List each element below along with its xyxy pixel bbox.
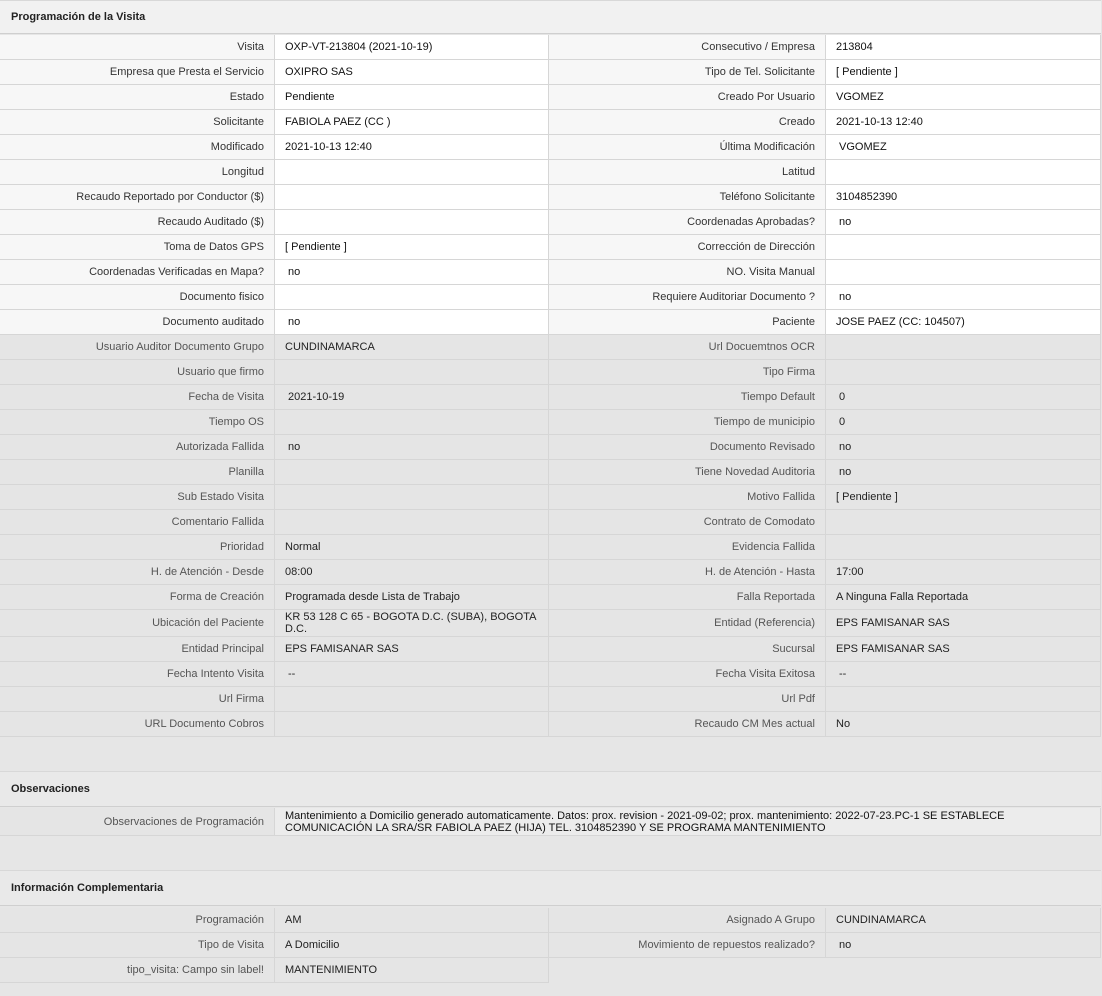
- field-label: Contrato de Comodato: [549, 510, 826, 535]
- field-label: Creado Por Usuario: [549, 85, 826, 110]
- field-value: [826, 360, 1101, 385]
- field-value: [275, 687, 549, 712]
- field-value: no: [826, 435, 1101, 460]
- field-label: Latitud: [549, 160, 826, 185]
- section-title: Programación de la Visita: [11, 11, 146, 23]
- field-label: Usuario Auditor Documento Grupo: [0, 335, 275, 360]
- field-value: 0: [826, 385, 1101, 410]
- table-row: [0, 933, 1101, 958]
- field-label: Corrección de Dirección: [549, 235, 826, 260]
- field-value: [ Pendiente ]: [826, 485, 1101, 510]
- field-label: Entidad (Referencia): [549, 610, 826, 637]
- field-label: Sucursal: [549, 637, 826, 662]
- field-value: 2021-10-19: [275, 385, 549, 410]
- field-label: tipo_visita: Campo sin label!: [0, 958, 275, 983]
- field-label: Url Pdf: [549, 687, 826, 712]
- field-value: VGOMEZ: [826, 135, 1101, 160]
- field-label: Comentario Fallida: [0, 510, 275, 535]
- field-label: Movimiento de repuestos realizado?: [549, 933, 826, 958]
- section-title: Observaciones: [11, 783, 90, 795]
- field-value: [275, 210, 549, 235]
- field-label: Consecutivo / Empresa: [549, 35, 826, 60]
- field-label: H. de Atención - Desde: [0, 560, 275, 585]
- table-row: [0, 385, 1101, 410]
- field-label: Recaudo CM Mes actual: [549, 712, 826, 737]
- table-row: [0, 85, 1101, 110]
- section-title: Información Complementaria: [11, 882, 164, 894]
- field-value: no: [826, 285, 1101, 310]
- field-value: no: [826, 210, 1101, 235]
- field-value: CUNDINAMARCA: [826, 908, 1101, 933]
- field-value: --: [826, 662, 1101, 687]
- observaciones-row: [0, 808, 1101, 836]
- field-label: Modificado: [0, 135, 275, 160]
- field-label: Documento Revisado: [549, 435, 826, 460]
- field-label: Teléfono Solicitante: [549, 185, 826, 210]
- table-row: [0, 637, 1101, 662]
- field-label: Tipo de Visita: [0, 933, 275, 958]
- field-value: [826, 535, 1101, 560]
- field-value: no: [275, 310, 549, 335]
- field-value: MANTENIMIENTO: [275, 958, 549, 983]
- field-value: JOSE PAEZ (CC: 104507): [826, 310, 1101, 335]
- field-label: Recaudo Reportado por Conductor ($): [0, 185, 275, 210]
- field-value: Programada desde Lista de Trabajo: [275, 585, 549, 610]
- field-label: Fecha Visita Exitosa: [549, 662, 826, 687]
- field-value: [826, 687, 1101, 712]
- table-row: [0, 585, 1101, 610]
- table-row: [0, 210, 1101, 235]
- table-row: [0, 410, 1101, 435]
- field-value: A Domicilio: [275, 933, 549, 958]
- table-row: [0, 435, 1101, 460]
- field-value: VGOMEZ: [826, 85, 1101, 110]
- field-value: [826, 160, 1101, 185]
- table-row: [0, 110, 1101, 135]
- table-row: [0, 958, 1101, 983]
- table-row: [0, 662, 1101, 687]
- table-row: [0, 560, 1101, 585]
- field-label: Visita: [0, 35, 275, 60]
- field-value: OXIPRO SAS: [275, 60, 549, 85]
- section-programacion-header: [0, 0, 1101, 34]
- field-value: [275, 285, 549, 310]
- field-value: 17:00: [826, 560, 1101, 585]
- field-label: Última Modificación: [549, 135, 826, 160]
- field-label: Fecha de Visita: [0, 385, 275, 410]
- field-value: [275, 410, 549, 435]
- field-value: A Ninguna Falla Reportada: [826, 585, 1101, 610]
- field-value: no: [275, 435, 549, 460]
- table-row: [0, 235, 1101, 260]
- field-value: OXP-VT-213804 (2021-10-19): [275, 35, 549, 60]
- field-value: [275, 360, 549, 385]
- field-value: FABIOLA PAEZ (CC ): [275, 110, 549, 135]
- field-label: Recaudo Auditado ($): [0, 210, 275, 235]
- field-value: no: [826, 460, 1101, 485]
- field-label: Tiempo Default: [549, 385, 826, 410]
- field-label: Solicitante: [0, 110, 275, 135]
- table-row: [0, 360, 1101, 385]
- table-row: [0, 35, 1101, 60]
- field-value: 213804: [826, 35, 1101, 60]
- field-label: Tipo Firma: [549, 360, 826, 385]
- field-value: KR 53 128 C 65 - BOGOTA D.C. (SUBA), BOGOTA D.C.: [275, 610, 549, 637]
- field-value: [275, 510, 549, 535]
- table-row: [0, 135, 1101, 160]
- field-value: [826, 335, 1101, 360]
- table-row: [0, 160, 1101, 185]
- field-value: Pendiente: [275, 85, 549, 110]
- field-value: EPS FAMISANAR SAS: [826, 637, 1101, 662]
- field-value: 2021-10-13 12:40: [275, 135, 549, 160]
- field-label: Asignado A Grupo: [549, 908, 826, 933]
- field-value: [826, 510, 1101, 535]
- field-label: Url Firma: [0, 687, 275, 712]
- field-label: Fecha Intento Visita: [0, 662, 275, 687]
- table-row: [0, 285, 1101, 310]
- table-row: [0, 185, 1101, 210]
- field-label: Motivo Fallida: [549, 485, 826, 510]
- field-value: AM: [275, 908, 549, 933]
- table-row: [0, 485, 1101, 510]
- table-row: [0, 712, 1101, 737]
- field-label: Tiene Novedad Auditoria: [549, 460, 826, 485]
- field-label: Tiempo de municipio: [549, 410, 826, 435]
- field-value: Mantenimiento a Domicilio generado automaticamente. Datos: prox. revision - 2021-09-02; prox. mantenimiento: 2022-07-23.PC-1 SE ESTABLECE COMUNICACIÓN LA SRA/SR FABIOLA PAEZ (HIJA) TEL. 3104852390 Y SE PROGRAMA MANTENIMIENTO: [275, 808, 1101, 836]
- field-label: Evidencia Fallida: [549, 535, 826, 560]
- field-label: Prioridad: [0, 535, 275, 560]
- table-row: [0, 510, 1101, 535]
- field-label: Falla Reportada: [549, 585, 826, 610]
- field-label: Observaciones de Programación: [0, 808, 275, 836]
- field-value: 08:00: [275, 560, 549, 585]
- field-value: EPS FAMISANAR SAS: [275, 637, 549, 662]
- field-value: Normal: [275, 535, 549, 560]
- table-row: [0, 335, 1101, 360]
- table-row: [0, 535, 1101, 560]
- field-value: EPS FAMISANAR SAS: [826, 610, 1101, 637]
- field-value: CUNDINAMARCA: [275, 335, 549, 360]
- field-label: Usuario que firmo: [0, 360, 275, 385]
- field-label: Empresa que Presta el Servicio: [0, 60, 275, 85]
- field-label: Planilla: [0, 460, 275, 485]
- field-value: No: [826, 712, 1101, 737]
- field-label: URL Documento Cobros: [0, 712, 275, 737]
- field-value: [275, 485, 549, 510]
- field-value: 0: [826, 410, 1101, 435]
- table-row: [0, 908, 1101, 933]
- field-label: Paciente: [549, 310, 826, 335]
- field-value: [ Pendiente ]: [275, 235, 549, 260]
- table-row: [0, 610, 1101, 637]
- field-label: Forma de Creación: [0, 585, 275, 610]
- field-label: Sub Estado Visita: [0, 485, 275, 510]
- field-label: Longitud: [0, 160, 275, 185]
- field-value: [275, 160, 549, 185]
- table-row: [0, 687, 1101, 712]
- table-row: [0, 460, 1101, 485]
- field-value: [826, 235, 1101, 260]
- field-label: Documento auditado: [0, 310, 275, 335]
- field-label: Url Docuemtnos OCR: [549, 335, 826, 360]
- field-label: Autorizada Fallida: [0, 435, 275, 460]
- field-label: Requiere Auditoriar Documento ?: [549, 285, 826, 310]
- table-row: [0, 260, 1101, 285]
- field-value: [275, 460, 549, 485]
- field-value: 2021-10-13 12:40: [826, 110, 1101, 135]
- field-label: Creado: [549, 110, 826, 135]
- field-value: [275, 712, 549, 737]
- section-complementaria-header: [0, 870, 1101, 906]
- field-label: Tipo de Tel. Solicitante: [549, 60, 826, 85]
- field-label: Toma de Datos GPS: [0, 235, 275, 260]
- field-value: [826, 260, 1101, 285]
- field-label: H. de Atención - Hasta: [549, 560, 826, 585]
- field-label: Coordenadas Verificadas en Mapa?: [0, 260, 275, 285]
- field-value: no: [275, 260, 549, 285]
- field-label: NO. Visita Manual: [549, 260, 826, 285]
- field-label: Entidad Principal: [0, 637, 275, 662]
- field-label: Documento fisico: [0, 285, 275, 310]
- field-value: no: [826, 933, 1101, 958]
- field-label: Programación: [0, 908, 275, 933]
- field-value: [275, 185, 549, 210]
- field-value: 3104852390: [826, 185, 1101, 210]
- field-label: Coordenadas Aprobadas?: [549, 210, 826, 235]
- field-value: [ Pendiente ]: [826, 60, 1101, 85]
- field-label: Ubicación del Paciente: [0, 610, 275, 637]
- section-observaciones-header: [0, 771, 1101, 807]
- field-label: Tiempo OS: [0, 410, 275, 435]
- table-row: [0, 310, 1101, 335]
- field-value: --: [275, 662, 549, 687]
- table-row: [0, 60, 1101, 85]
- field-label: Estado: [0, 85, 275, 110]
